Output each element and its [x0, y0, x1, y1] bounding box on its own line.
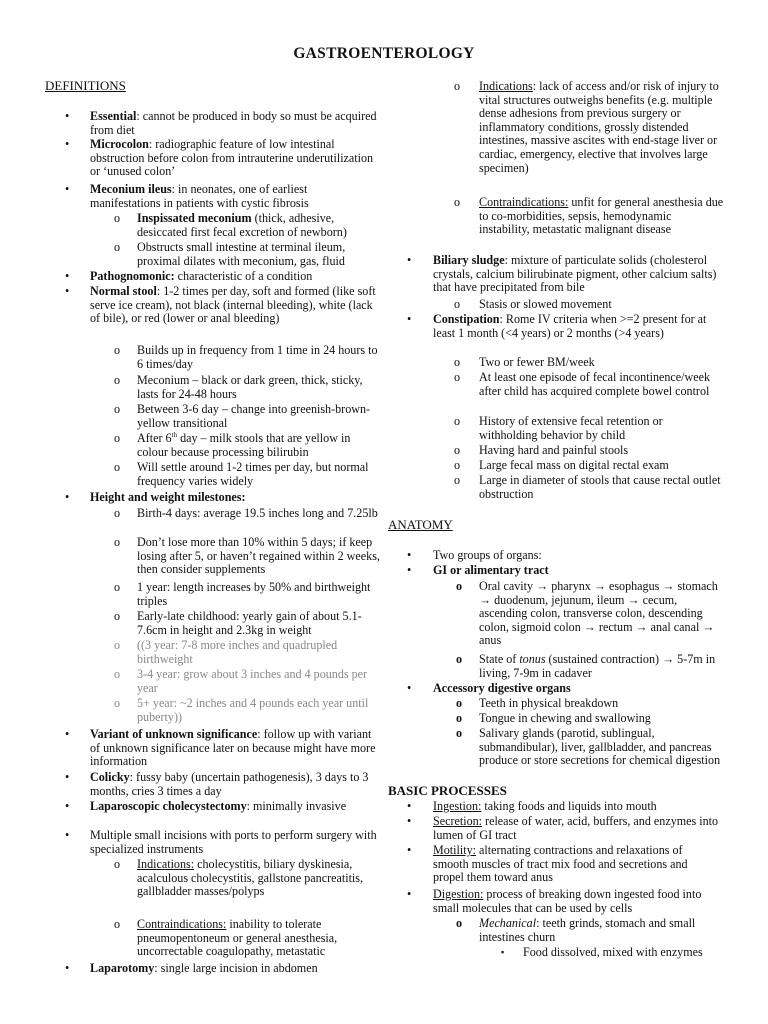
bullet-circle: o	[456, 579, 463, 593]
list-subitem: o At least one episode of fecal incontinence/week after child has acquired complete bowel control	[454, 370, 711, 398]
list-subitem: o Contraindications: inability to tolerate pneumopentoneum or general anesthesia, uncorrectable coagulopathy, metastatic	[114, 917, 338, 959]
list-item: • Laparotomy: single large incision in abdomen	[65, 961, 318, 975]
list-item: • Essential: cannot be produced in body so must be acquired from diet	[65, 109, 377, 137]
bullet-circle: o	[114, 211, 121, 225]
bullet-circle: o	[114, 373, 121, 387]
bullet-circle: o	[454, 79, 461, 93]
bullet-circle: o	[114, 240, 121, 254]
list-subitem: o 1 year: length increases by 50% and birthweight triples	[114, 580, 371, 608]
bullet-dot: •	[65, 799, 70, 813]
list-item: • Laparoscopic cholecystectomy: minimally invasive	[65, 799, 347, 813]
list-item: • Meconium ileus: in neonates, one of earliest manifestations in patients with cystic fibrosis	[65, 182, 309, 210]
list-subitem: o Large fecal mass on digital rectal exam	[454, 458, 669, 472]
list-subitem: o History of extensive fecal retention or withholding behavior by child	[454, 414, 663, 442]
bullet-dot: •	[407, 843, 412, 857]
list-item: • Motility: alternating contractions and relaxations of smooth muscles of tract mix food and secretions and propel them toward anus	[407, 843, 688, 885]
list-subitem: o Contraindications: unfit for general anesthesia due to co-morbidities, sepsis, hemodynamic instability, metastatic malignant disease	[454, 195, 724, 237]
list-item: • Multiple small incisions with ports to perform surgery with specialized instruments	[65, 828, 377, 856]
list-item: • Constipation: Rome IV criteria when >=2 present for at least 1 month (<4 years) or 2 months (>4 years)	[407, 312, 707, 340]
bullet-circle: o	[114, 638, 121, 652]
bullet-circle: o	[114, 917, 121, 931]
bullet-circle: o	[114, 696, 121, 710]
list-subitem: o 3-4 year: grow about 3 inches and 4 pounds per year	[114, 667, 368, 695]
bullet-circle: o	[114, 857, 121, 871]
bullet-circle: o	[454, 297, 461, 311]
bullet-dot: •	[65, 961, 70, 975]
list-item: • Two groups of organs:	[407, 548, 542, 562]
bullet-dot: •	[65, 269, 70, 283]
bullet-circle: o	[114, 402, 121, 416]
bullet-circle: o	[114, 506, 121, 520]
list-subitem: o Inspissated meconium (thick, adhesive, desiccated first fecal excretion of newborn)	[114, 211, 347, 239]
list-subitem: o Meconium – black or dark green, thick, sticky, lasts for 24-48 hours	[114, 373, 363, 401]
bullet-circle: o	[454, 370, 461, 384]
list-item: • Pathognomonic: characteristic of a condition	[65, 269, 313, 283]
bullet-dot: •	[407, 253, 412, 267]
list-item: • Normal stool: 1-2 times per day, soft and formed (like soft serve ice cream), not black (internal bleeding), white (lack of bile), or red (lower or anal bleeding)	[65, 284, 376, 326]
list-subitem: o Oral cavity → pharynx → esophagus → stomach → duodenum, jejunum, ileum → cecum, ascending colon, transverse colon, descending colon, sigmoid colon → rectum → anal canal → anus	[456, 579, 718, 648]
list-item: • Height and weight milestones:	[65, 490, 246, 504]
list-item: • Ingestion: taking foods and liquids into mouth	[407, 799, 657, 813]
list-subitem: o Salivary glands (parotid, sublingual, submandibular), liver, gallbladder, and pancreas produce or store secretions for chemical digestion	[456, 726, 721, 768]
list-item: • Accessory digestive organs	[407, 681, 571, 695]
bullet-dot: •	[407, 799, 412, 813]
bullet-circle: o	[454, 443, 461, 457]
list-subitem: o After 6th day – milk stools that are yellow in colour because processing bilirubin	[114, 430, 351, 459]
list-subitem: o Having hard and painful stools	[454, 443, 629, 457]
bullet-square: ▪	[501, 947, 505, 957]
list-subitem: o Mechanical: teeth grinds, stomach and small intestines churn	[456, 916, 696, 944]
list-subitem: o State of tonus (sustained contraction) → 5-7m in living, 7-9m in cadaver	[456, 652, 716, 680]
bullet-dot: •	[65, 727, 70, 741]
list-subitem: o Don’t lose more than 10% within 5 days; if keep losing after 5, or haven’t regained within 2 weeks, then consider supplements	[114, 535, 380, 577]
list-subitem: o Two or fewer BM/week	[454, 355, 595, 369]
list-subitem: o Tongue in chewing and swallowing	[456, 711, 651, 725]
bullet-circle: o	[456, 711, 463, 725]
bullet-dot: •	[65, 284, 70, 298]
bullet-circle: o	[114, 535, 121, 549]
list-item: • Microcolon: radiographic feature of low intestinal obstruction before colon from intrauterine underutilization or ‘unused colon’	[65, 137, 374, 179]
list-subitem: o ((3 year: 7-8 more inches and quadrupled birthweight	[114, 638, 338, 666]
bullet-circle: o	[456, 916, 463, 930]
bullet-circle: o	[454, 473, 461, 487]
bullet-dot: •	[65, 137, 70, 151]
bullet-circle: o	[114, 431, 121, 445]
bullet-circle: o	[114, 460, 121, 474]
list-item: • Colicky: fussy baby (uncertain pathogenesis), 3 days to 3 months, cries 3 times a day	[65, 770, 369, 798]
list-item: • Digestion: process of breaking down ingested food into small molecules that can be used by cells	[407, 887, 702, 915]
list-item: • Biliary sludge: mixture of particulate solids (cholesterol crystals, calcium bilirubinate pigment, other calcium salts) that have precipitated from bile	[407, 253, 717, 295]
bullet-dot: •	[407, 312, 412, 326]
list-item: • Variant of unknown significance: follow up with variant of unknown significance later on because might have more information	[65, 727, 376, 769]
bullet-circle: o	[454, 414, 461, 428]
list-subitem: o Will settle around 1-2 times per day, but normal frequency varies widely	[114, 460, 369, 488]
list-subitem: o Teeth in physical breakdown	[456, 696, 619, 710]
list-subitem: o Indications: cholecystitis, biliary dyskinesia, acalculous cholecystitis, gallstone pancreatitis, gallbladder masses/polyps	[114, 857, 364, 899]
bullet-circle: o	[114, 580, 121, 594]
list-subitem: o Between 3-6 day – change into greenish-brown-yellow transitional	[114, 402, 371, 430]
list-item: • GI or alimentary tract	[407, 563, 549, 577]
section-heading-anatomy: ANATOMY	[388, 517, 453, 532]
list-subitem: o Builds up in frequency from 1 time in 24 hours to 6 times/day	[114, 343, 378, 371]
bullet-dot: •	[65, 828, 70, 842]
bullet-dot: •	[65, 490, 70, 504]
list-subsubitem: ▪ Food dissolved, mixed with enzymes	[501, 945, 703, 959]
bullet-dot: •	[407, 563, 412, 577]
bullet-dot: •	[65, 182, 70, 196]
bullet-dot: •	[407, 814, 412, 828]
section-heading-basic-processes: BASIC PROCESSES	[388, 783, 507, 798]
list-subitem: o 5+ year: ~2 inches and 4 pounds each year until puberty))	[114, 696, 369, 724]
bullet-circle: o	[454, 458, 461, 472]
bullet-circle: o	[456, 652, 463, 666]
bullet-dot: •	[407, 887, 412, 901]
bullet-dot: •	[65, 109, 70, 123]
bullet-dot: •	[65, 770, 70, 784]
list-subitem: o Indications: lack of access and/or risk of injury to vital structures outweighs benefits (e.g. multiple dense adhesions from previous surgery or inflammatory conditions, grossly distended intestines, massive ascites with end-stage liver or cardiac, emergency, elective that involves large specimen)	[454, 79, 719, 175]
bullet-circle: o	[456, 696, 463, 710]
bullet-circle: o	[454, 355, 461, 369]
list-subitem: o Large in diameter of stools that cause rectal outlet obstruction	[454, 473, 721, 501]
bullet-circle: o	[456, 726, 463, 740]
bullet-circle: o	[114, 343, 121, 357]
bullet-circle: o	[454, 195, 461, 209]
section-heading-definitions: DEFINITIONS	[45, 78, 126, 93]
list-subitem: o Birth-4 days: average 19.5 inches long and 7.25lb	[114, 506, 378, 520]
bullet-circle: o	[114, 667, 121, 681]
page-title: GASTROENTEROLOGY	[293, 45, 475, 62]
bullet-dot: •	[407, 548, 412, 562]
list-item: • Secretion: release of water, acid, buffers, and enzymes into lumen of GI tract	[407, 814, 719, 842]
list-subitem: o Early-late childhood: yearly gain of about 5.1-7.6cm in height and 2.3kg in weight	[114, 609, 362, 637]
list-subitem: o Stasis or slowed movement	[454, 297, 612, 311]
list-subitem: o Obstructs small intestine at terminal ileum, proximal dilates with meconium, gas, fluid	[114, 240, 346, 268]
bullet-dot: •	[407, 681, 412, 695]
bullet-circle: o	[114, 609, 121, 623]
